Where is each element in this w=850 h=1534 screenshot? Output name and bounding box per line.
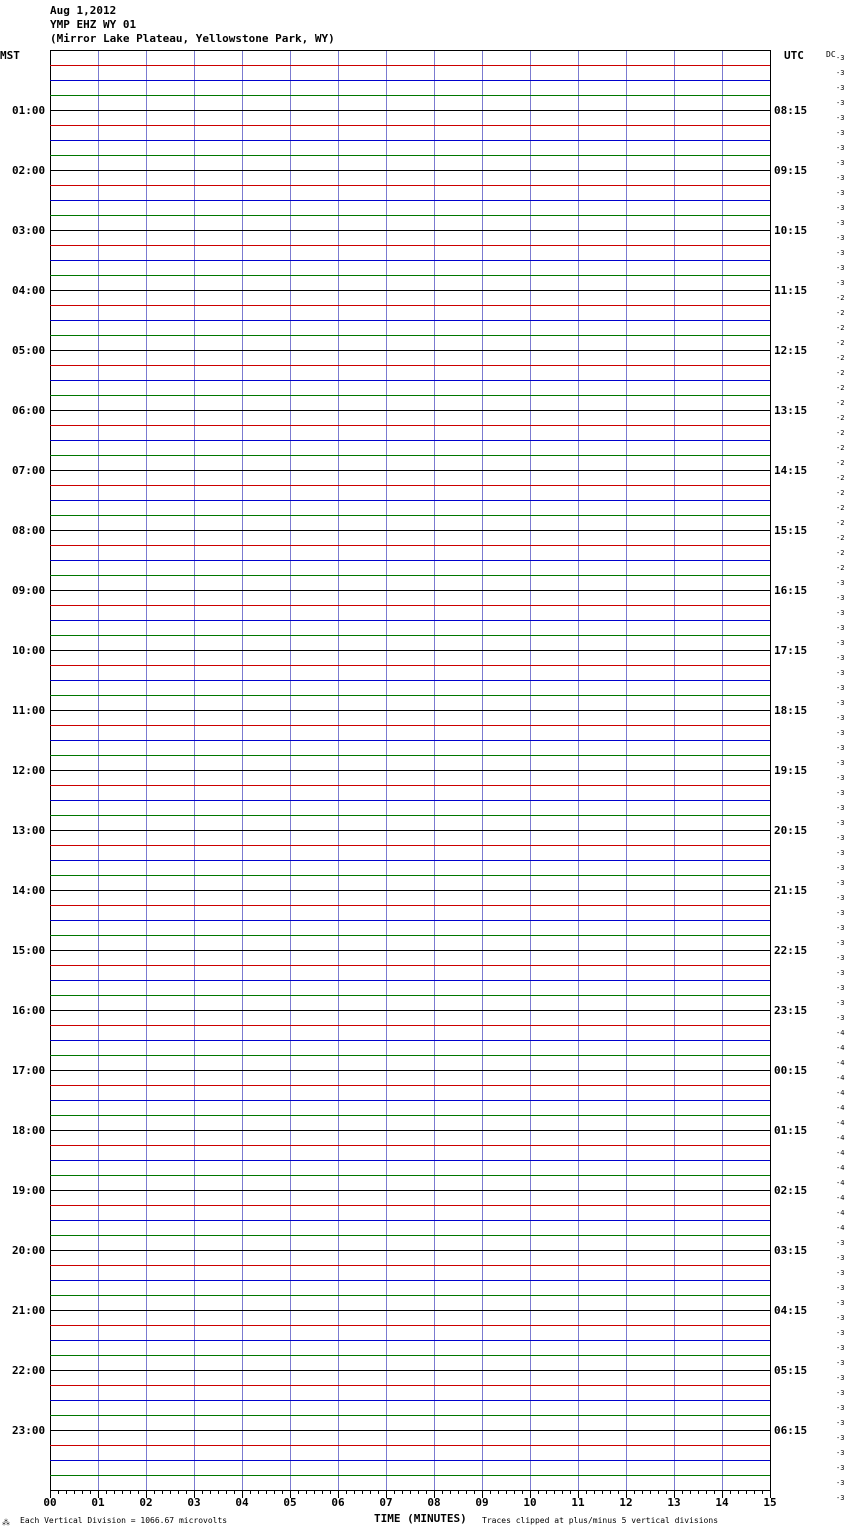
dc-offset-label: -3 [836,1434,845,1442]
mst-hour-label: 19:00 [12,1184,46,1197]
x-tick-label: 07 [379,1496,393,1509]
utc-hour-label: 17:15 [774,644,808,657]
dc-offset-label: -3 [836,834,845,842]
dc-offset-label: -3 [836,1344,845,1352]
mst-hour-label: 01:00 [12,104,46,117]
footer-mark: ⁂ [2,1518,10,1527]
x-tick-label: 02 [139,1496,153,1509]
utc-hour-label: 15:15 [774,524,808,537]
dc-offset-label: -2 [836,339,845,347]
dc-offset-label: -4 [836,1104,845,1112]
dc-offset-label: -3 [836,1449,845,1457]
dc-offset-label: -3 [836,159,845,167]
dc-offset-label: -3 [836,1314,845,1322]
dc-offset-label: -3 [836,174,845,182]
utc-hour-label: 22:15 [774,944,808,957]
dc-offset-label: -2 [836,459,845,467]
dc-offset-label: -3 [836,1359,845,1367]
utc-hour-label: 13:15 [774,404,808,417]
dc-offset-label: -3 [836,99,845,107]
dc-offset-label: -3 [836,1269,845,1277]
dc-offset-label: -3 [836,609,845,617]
dc-offset-label: -3 [836,939,845,947]
dc-offset-label: -3 [836,219,845,227]
dc-offset-label: -3 [836,1404,845,1412]
dc-offset-label: -2 [836,519,845,527]
utc-hour-label: 14:15 [774,464,808,477]
mst-hour-label: 23:00 [12,1424,46,1437]
dc-offset-label: -4 [836,1089,845,1097]
dc-offset-label: -3 [836,879,845,887]
utc-hour-label: 09:15 [774,164,808,177]
utc-hour-label: 20:15 [774,824,808,837]
dc-offset-label: -3 [836,954,845,962]
dc-offset-label: -2 [836,504,845,512]
dc-offset-label: -3 [836,264,845,272]
utc-hour-label: 04:15 [774,1304,808,1317]
dc-offset-label: -2 [836,369,845,377]
mst-hour-label: 11:00 [12,704,46,717]
seismogram-date: Aug 1,2012 [50,4,117,17]
dc-offset-label: -4 [836,1164,845,1172]
utc-hour-label: 03:15 [774,1244,808,1257]
utc-hour-label: 16:15 [774,584,808,597]
dc-offset-label: -4 [836,1059,845,1067]
dc-offset-label: -2 [836,549,845,557]
mst-hour-label: 14:00 [12,884,46,897]
mst-hour-label: 12:00 [12,764,46,777]
utc-hour-label: 00:15 [774,1064,808,1077]
dc-offset-label: -3 [836,729,845,737]
x-tick-label: 09 [475,1496,489,1509]
station-location: (Mirror Lake Plateau, Yellowstone Park, WY) [50,32,335,45]
dc-offset-label: -3 [836,654,845,662]
dc-offset-label: -3 [836,69,845,77]
mst-hour-label: 02:00 [12,164,46,177]
dc-offset-label: -3 [836,84,845,92]
dc-offset-label: -3 [836,1479,845,1487]
dc-offset-label: -3 [836,759,845,767]
station-id: YMP EHZ WY 01 [50,18,137,31]
dc-offset-label: -2 [836,429,845,437]
dc-offset-label: -2 [836,444,845,452]
dc-offset-label: -3 [836,819,845,827]
utc-hour-label: 23:15 [774,1004,808,1017]
mst-hour-label: 13:00 [12,824,46,837]
dc-offset-label: -3 [836,924,845,932]
dc-offset-label: -3 [836,249,845,257]
mst-hour-label: 04:00 [12,284,46,297]
dc-offset-label: -3 [836,984,845,992]
dc-offset-label: -3 [836,699,845,707]
dc-offset-label: -3 [836,204,845,212]
x-tick-label: 03 [187,1496,201,1509]
x-tick-label: 15 [763,1496,777,1509]
dc-offset-label: -3 [836,594,845,602]
dc-offset-label: -3 [836,189,845,197]
x-tick-label: 01 [91,1496,105,1509]
dc-offset-label: -3 [836,54,845,62]
dc-offset-label: -2 [836,384,845,392]
utc-hour-label: 06:15 [774,1424,808,1437]
dc-offset-label: -4 [836,1134,845,1142]
x-tick-label: 00 [43,1496,57,1509]
mst-hour-label: 16:00 [12,1004,46,1017]
x-tick-label: 06 [331,1496,345,1509]
dc-offset-label: -3 [836,624,845,632]
mst-hour-label: 17:00 [12,1064,46,1077]
x-tick-label: 12 [619,1496,633,1509]
dc-offset-label: -2 [836,309,845,317]
utc-hour-label: 18:15 [774,704,808,717]
utc-hour-label: 08:15 [774,104,808,117]
dc-offset-label: -3 [836,1374,845,1382]
dc-offset-label: -3 [836,1284,845,1292]
dc-offset-label: -3 [836,999,845,1007]
utc-hour-label: 12:15 [774,344,808,357]
dc-offset-label: -4 [836,1044,845,1052]
dc-offset-label: -3 [836,1329,845,1337]
scale-note: Each Vertical Division = 1066.67 microvolts [20,1516,228,1525]
mst-hour-label: 09:00 [12,584,46,597]
utc-hour-label: 01:15 [774,1124,808,1137]
dc-offset-label: -3 [836,849,845,857]
dc-offset-label: -3 [836,1014,845,1022]
dc-offset-label: -2 [836,354,845,362]
dc-offset-label: -2 [836,399,845,407]
dc-offset-label: -3 [836,684,845,692]
mst-hour-label: 08:00 [12,524,46,537]
dc-offset-label: -4 [836,1179,845,1187]
dc-offset-label: -3 [836,144,845,152]
x-tick-label: 08 [427,1496,441,1509]
x-tick-label: 13 [667,1496,681,1509]
x-tick-label: 11 [571,1496,585,1509]
dc-offset-label: -4 [836,1194,845,1202]
dc-offset-label: -4 [836,1209,845,1217]
dc-offset-label: -3 [836,279,845,287]
dc-offset-label: -3 [836,804,845,812]
utc-hour-label: 19:15 [774,764,808,777]
dc-offset-label: -4 [836,1149,845,1157]
dc-label: DC [826,50,836,59]
x-tick-label: 10 [523,1496,537,1509]
dc-offset-label: -4 [836,1074,845,1082]
time-axis-title: TIME (MINUTES) [374,1512,467,1525]
mst-hour-label: 20:00 [12,1244,46,1257]
utc-hour-label: 21:15 [774,884,808,897]
dc-offset-label: -3 [836,969,845,977]
dc-offset-label: -2 [836,324,845,332]
clip-note: Traces clipped at plus/minus 5 vertical divisions [482,1516,719,1525]
dc-offset-label: -3 [836,864,845,872]
utc-zone-label: UTC [784,49,804,62]
dc-offset-label: -3 [836,669,845,677]
mst-hour-label: 15:00 [12,944,46,957]
dc-offset-label: -3 [836,789,845,797]
dc-offset-label: -2 [836,474,845,482]
dc-offset-label: -3 [836,1254,845,1262]
mst-hour-label: 03:00 [12,224,46,237]
dc-offset-label: -2 [836,534,845,542]
dc-offset-label: -3 [836,1299,845,1307]
utc-hour-label: 10:15 [774,224,808,237]
dc-offset-label: -3 [836,744,845,752]
x-tick-label: 14 [715,1496,729,1509]
dc-offset-label: -4 [836,1224,845,1232]
dc-offset-label: -3 [836,1389,845,1397]
utc-hour-label: 11:15 [774,284,808,297]
dc-offset-label: -2 [836,414,845,422]
dc-offset-label: -3 [836,1239,845,1247]
dc-offset-label: -3 [836,1494,845,1502]
mst-hour-label: 18:00 [12,1124,46,1137]
dc-offset-label: -2 [836,294,845,302]
dc-offset-label: -3 [836,129,845,137]
dc-offset-label: -4 [836,1029,845,1037]
utc-hour-label: 02:15 [774,1184,808,1197]
dc-offset-label: -3 [836,114,845,122]
dc-offset-label: -2 [836,489,845,497]
dc-offset-label: -3 [836,909,845,917]
dc-offset-label: -2 [836,564,845,572]
mst-zone-label: MST [0,49,20,62]
dc-offset-label: -3 [836,774,845,782]
mst-hour-label: 21:00 [12,1304,46,1317]
dc-offset-label: -4 [836,1119,845,1127]
mst-hour-label: 22:00 [12,1364,46,1377]
utc-hour-label: 05:15 [774,1364,808,1377]
x-tick-label: 05 [283,1496,297,1509]
mst-hour-label: 05:00 [12,344,46,357]
dc-offset-label: -3 [836,714,845,722]
dc-offset-label: -3 [836,639,845,647]
dc-offset-label: -3 [836,234,845,242]
dc-offset-label: -3 [836,1419,845,1427]
dc-offset-label: -3 [836,894,845,902]
mst-hour-label: 06:00 [12,404,46,417]
mst-hour-label: 07:00 [12,464,46,477]
x-tick-label: 04 [235,1496,249,1509]
mst-hour-label: 10:00 [12,644,46,657]
dc-offset-label: -3 [836,1464,845,1472]
dc-offset-label: -3 [836,579,845,587]
